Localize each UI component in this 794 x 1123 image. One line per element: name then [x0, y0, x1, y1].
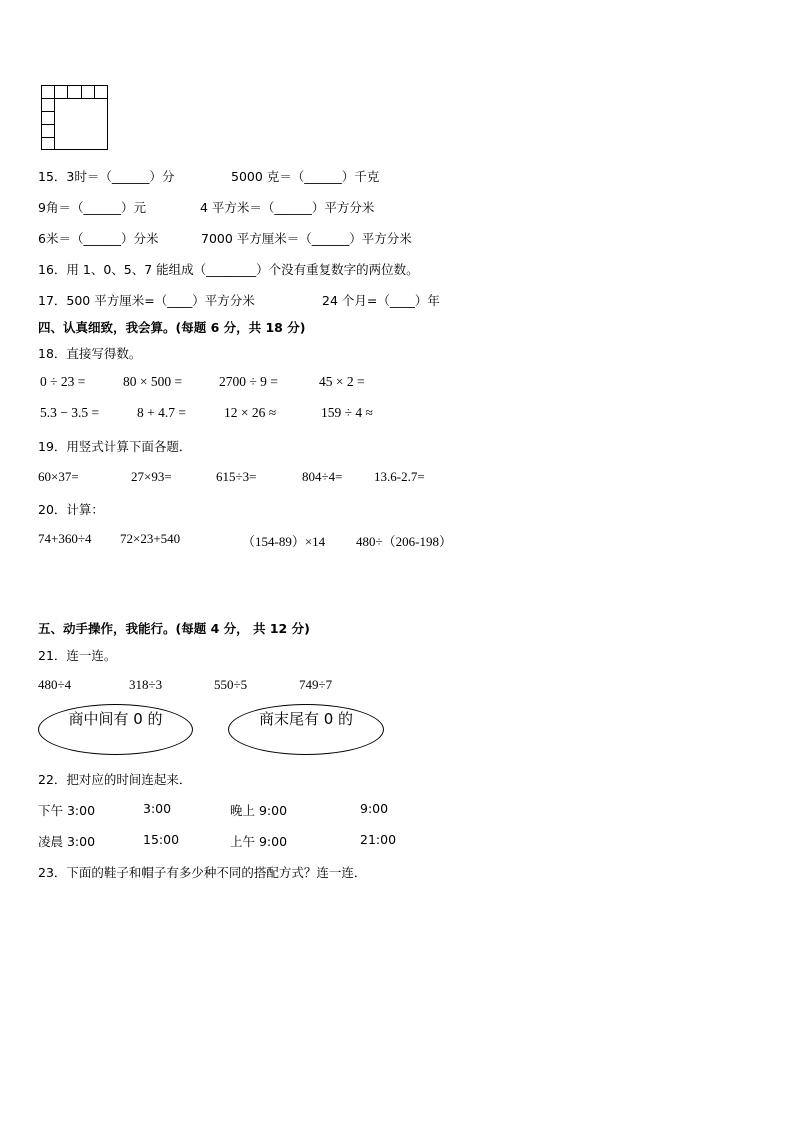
- q19-title: 19．用竖式计算下面各题．: [38, 439, 192, 454]
- q19-item-3: 615÷3=: [216, 469, 257, 484]
- q18-r1-1: 0 ÷ 23 =: [40, 374, 86, 389]
- q22-r2-4: 21:00: [360, 832, 397, 847]
- q22-r1-2: 3:00: [143, 801, 172, 816]
- oval-right-label: 商末尾有 0 的: [258, 710, 354, 728]
- q19-item-2: 27×93=: [131, 469, 172, 484]
- section5-heading: 五、动手操作，我能行。(每题 4 分， 共 12 分): [38, 621, 310, 636]
- q15-line3: [38, 229, 412, 247]
- q22-r2-2: 15:00: [143, 832, 180, 847]
- q18-r1-3: 2700 ÷ 9 =: [219, 374, 278, 389]
- q17-b: 24 个月=（____）年: [322, 293, 440, 308]
- q22-r1-4: 9:00: [360, 801, 389, 816]
- q21-item-3: 550÷5: [214, 677, 248, 692]
- q20-title: 20．计算：: [38, 502, 104, 517]
- q17-a: 17．500 平方厘米=（____）平方分米: [38, 293, 255, 308]
- q21-item-2: 318÷3: [129, 677, 163, 692]
- q18-r1-2: 80 × 500 =: [123, 374, 183, 389]
- q20-item-2: 72×23+540: [120, 531, 181, 546]
- q21-item-4: 749÷7: [299, 677, 333, 692]
- q15-a: 15．3时＝（______）分: [38, 169, 175, 184]
- q20-item-3: （154-89）×14: [242, 534, 326, 549]
- oval-quotient-end-zero[interactable]: [228, 704, 384, 755]
- q18-r2-3: 12 × 26 ≈: [224, 405, 277, 420]
- q18-title: 18．直接写得数。: [38, 346, 142, 361]
- q17-line: [38, 291, 440, 309]
- q22-r2-3: 上午 9:00: [230, 834, 288, 849]
- q15-c: 9角＝（______）元: [38, 200, 146, 215]
- q19-item-1: 60×37=: [38, 469, 79, 484]
- q20-item-1: 74+360÷4: [38, 531, 92, 546]
- q21-item-1: 480÷4: [38, 677, 72, 692]
- q19-item-4: 804÷4=: [302, 469, 343, 484]
- q15-line1: [38, 167, 380, 185]
- q18-r2-1: 5.3 − 3.5 =: [40, 405, 100, 420]
- oval-left-label: 商中间有 0 的: [68, 710, 163, 728]
- q18-r2-4: 159 ÷ 4 ≈: [321, 405, 373, 420]
- q19-item-5: 13.6-2.7=: [374, 469, 425, 484]
- q22-title: 22．把对应的时间连起来．: [38, 772, 192, 787]
- section4-heading: 四、认真细致，我会算。(每题 6 分，共 18 分): [38, 320, 306, 335]
- q21-title: 21．连一连。: [38, 648, 117, 663]
- q22-r2-1: 凌晨 3:00: [38, 834, 96, 849]
- q22-r1-1: 下午 3:00: [38, 803, 96, 818]
- q15-e: 6米＝（______）分米: [38, 231, 159, 246]
- q23: 23．下面的鞋子和帽子有多少种不同的搭配方式？连一连．: [38, 865, 367, 880]
- q15-f: 7000 平方厘米＝（______）平方分米: [201, 231, 412, 246]
- q16: 16．用 1、0、5、7 能组成（________）个没有重复数字的两位数。: [38, 262, 419, 277]
- q15-line2: [38, 198, 375, 216]
- q15-b: 5000 克＝（______）千克: [231, 169, 380, 184]
- q20-item-4: 480÷（206-198）: [356, 534, 452, 549]
- grid-figure: [41, 85, 109, 151]
- q22-r1-3: 晚上 9:00: [230, 803, 288, 818]
- q15-d: 4 平方米＝（______）平方分米: [200, 200, 375, 215]
- q18-r2-2: 8 + 4.7 =: [137, 405, 186, 420]
- q18-r1-4: 45 × 2 =: [319, 374, 365, 389]
- oval-quotient-middle-zero[interactable]: [38, 704, 193, 755]
